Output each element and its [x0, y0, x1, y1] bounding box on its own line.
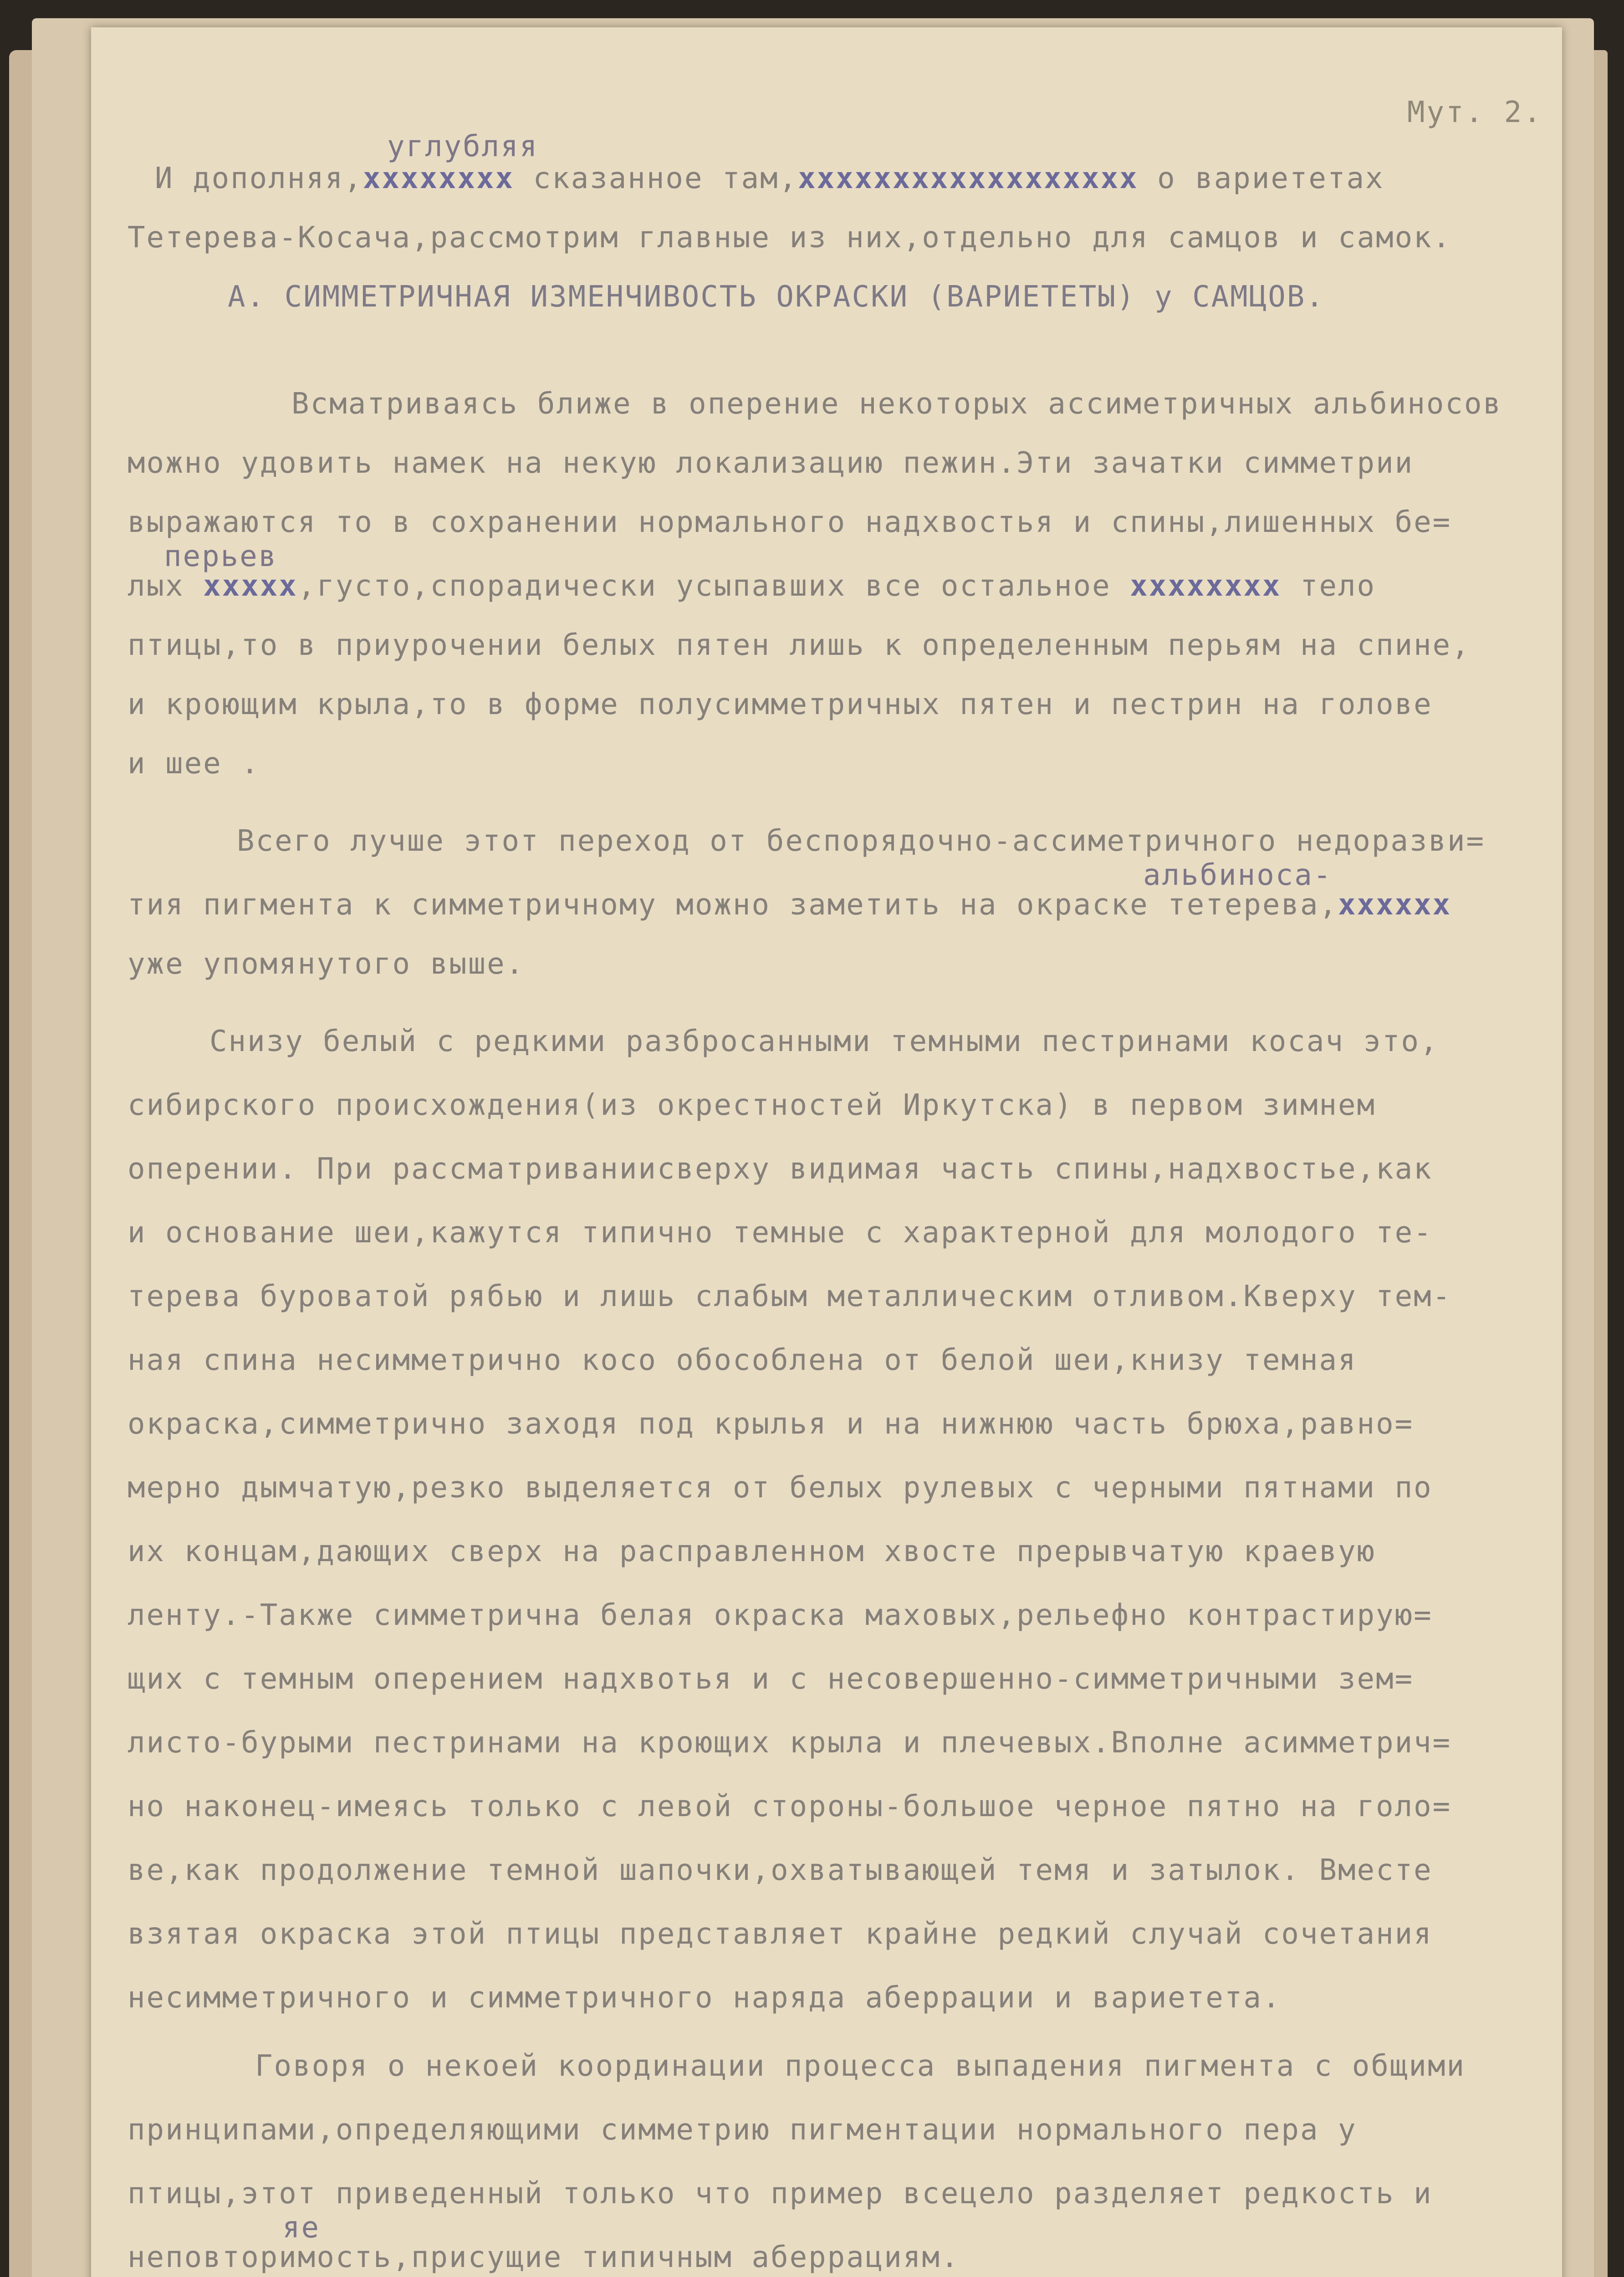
text-line: тия пигмента к симметричному можно заметить на окраске тетерева,хххххх: [128, 888, 1452, 922]
text-line: щих с темным оперением надхвотья и с несовершенно-симметричными зем=: [128, 1662, 1414, 1696]
text-line: выражаются то в сохранении нормального надхвостья и спины,лишенных бе=: [128, 505, 1452, 539]
text-line: Снизу белый с редкими разбросанными темными пестринами косач это,: [209, 1025, 1439, 1058]
text-line: терева буроватой рябью и лишь слабым металлическим отливом.Кверху тем-: [128, 1280, 1452, 1313]
text-line: и основание шеи,кажутся типично темные с характерной для молодого те-: [128, 1216, 1433, 1250]
struck-out-text: хххххххх: [1130, 569, 1282, 603]
text-line: птицы,этот приведенный только что пример всецело разделяет редкость и: [128, 2177, 1433, 2211]
text-line: мерно дымчатую,резко выделяется от белых рулевых с черными пятнами по: [128, 1471, 1433, 1505]
text-line: листо-бурыми пестринами на кроющих крыла и плечевых.Вполне асимметрич=: [128, 1726, 1452, 1760]
text-line: и шее .: [128, 747, 260, 781]
text-line: и кроющим крыла,то в форме полусимметричных пятен и пестрин на голове: [128, 688, 1433, 721]
text-line: сибирского происхождения(из окрестностей Иркутска) в первом зимнем: [128, 1088, 1376, 1122]
text-line: неповторимость,присущие типичным аберрациям.: [128, 2241, 960, 2274]
text-line: их концам,дающих сверх на расправленном хвосте прерывчатую краевую: [128, 1535, 1376, 1568]
text-line: ленту.-Также симметрична белая окраска маховых,рельефно контрастирую=: [128, 1598, 1433, 1632]
page-body: [91, 27, 1562, 2277]
text-line: оперении. При рассматриваниисверху видимая часть спины,надхвостье,как: [128, 1152, 1433, 1186]
struck-out-text: хххххххххххххххххх: [798, 162, 1139, 195]
handwritten-insert: перьев: [164, 540, 278, 573]
text-line: уже упомянутого выше.: [128, 947, 525, 981]
text-line: ве,как продолжение темной шапочки,охватывающей темя и затылок. Вместе: [128, 1853, 1433, 1887]
text-line: Говоря о некоей координации процесса выпадения пигмента с общими: [255, 2049, 1466, 2083]
text-line: но наконец-имеясь только с левой стороны-большое черное пятно на голо=: [128, 1790, 1452, 1823]
text-line: Всего лучше этот переход от беспорядочно-ассиметричного недоразви=: [237, 824, 1486, 858]
text-line: несимметричного и симметричного наряда аберрации и вариетета.: [128, 1981, 1282, 2015]
text-line: И дополняя,хххххххх сказанное там,хххххххххххххххххх о вариететах: [155, 162, 1384, 195]
text-line: птицы,то в приурочении белых пятен лишь к определенным перьям на спине,: [128, 628, 1471, 662]
struck-out-text: хххххххх: [363, 162, 515, 195]
text-line: принципами,определяющими симметрию пигментации нормального пера у: [128, 2113, 1357, 2147]
struck-out-text: ххххх: [203, 569, 298, 603]
typewritten-page: [91, 27, 1562, 2277]
handwritten-insert: яе: [282, 2211, 321, 2245]
text-line: окраска,симметрично заходя под крылья и на нижнюю часть брюха,равно=: [128, 1407, 1414, 1441]
text-line: Всматриваясь ближе в оперение некоторых ассиметричных альбиносов: [291, 387, 1502, 421]
section-heading: А. СИММЕТРИЧНАЯ ИЗМЕНЧИВОСТЬ ОКРАСКИ (ВАРИЕТЕТЫ) у САМЦОВ.: [228, 280, 1325, 314]
handwritten-insert: углубляя: [387, 130, 539, 163]
struck-out-text: хххххх: [1338, 888, 1452, 922]
text-line: взятая окраска этой птицы представляет крайне редкий случай сочетания: [128, 1917, 1433, 1951]
handwritten-insert: альбиноса-: [1143, 858, 1333, 892]
text-line: ная спина несимметрично косо обособлена от белой шеи,книзу темная: [128, 1343, 1357, 1377]
text-line: Тетерева-Косача,рассмотрим главные из них,отдельно для самцов и самок.: [128, 221, 1452, 255]
page-number: Мут. 2.: [1407, 96, 1543, 129]
text-line: можно удовить намек на некую локализацию пежин.Эти зачатки симметрии: [128, 446, 1414, 480]
text-line: лых ххххх,густо,спорадически усыпавших все остальное хххххххх тело: [128, 569, 1376, 603]
